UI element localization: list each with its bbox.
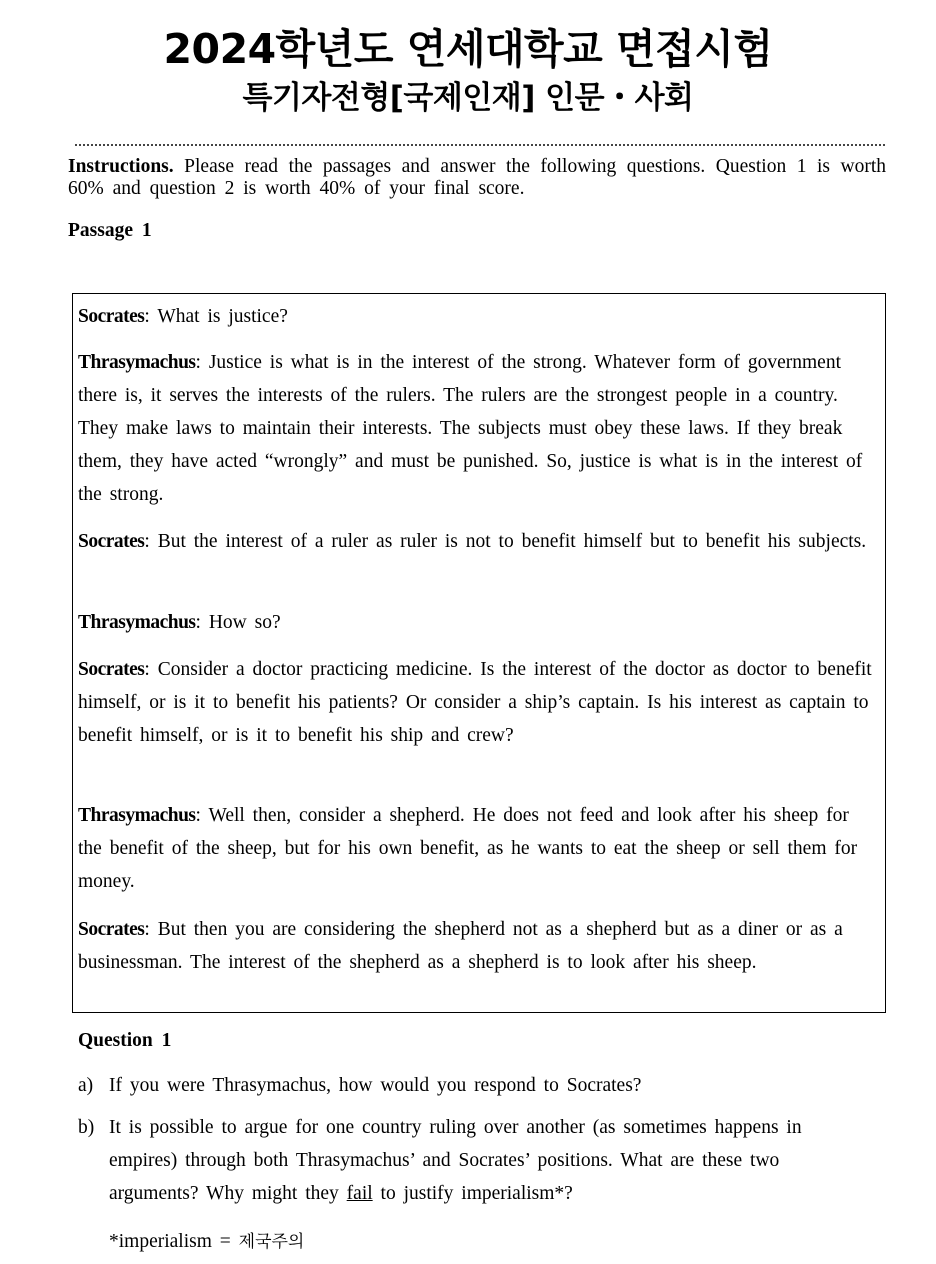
turn-text: : Justice is what is in the interest of the strong. Whatever form of government there is, it serves the interests of the rulers. The rulers are the strongest people in a country. They make laws to maintain their interests. The subjects must obey these laws. If they break them, they have acted “wrongly” and must be punished. So, justice is what is in the interest of the strong. [78,352,863,505]
speaker-name: Thrasymachus [78,805,196,826]
speaker-name: Socrates [78,306,145,327]
instructions-text: Please read the passages and answer the following questions. Question 1 is worth 60% and question 2 is worth 40% of your final score. [68,156,886,199]
footnote [109,1225,304,1259]
speaker-name: Thrasymachus [78,352,196,373]
dialogue-turn [78,799,878,898]
turn-text: : Consider a doctor practicing medicine. Is the interest of the doctor as doctor to benefit himself, or is it to benefit his patients? Or consider a ship’s captain. Is his interest as captain to benefit himself, or is it to benefit his ship and crew? [78,659,872,746]
speaker-name: Socrates [78,919,145,940]
dialogue-turn [78,346,878,511]
underlined-word: fail [346,1183,373,1204]
turn-text: : But then you are considering the shepherd not as a shepherd but as a diner or as a businessman. The interest of the shepherd as a shepherd is to look after his sheep. [78,919,843,973]
footnote-term: *imperialism = [109,1231,239,1252]
item-text-before: It is possible to argue for one country ruling over another (as sometimes happens in empires) through both Thrasymachus’ and Socrates’ positions. What are these two arguments? Why might they [109,1117,802,1204]
dialogue-turn [78,653,878,752]
speaker-name: Thrasymachus [78,612,196,633]
exam-title: 2024학년도 연세대학교 면접시험 [163,25,773,73]
dotted-divider [75,144,885,146]
instructions [68,156,886,200]
item-text-after: to justify imperialism*? [372,1183,573,1204]
item-text: If you were Thrasymachus, how would you respond to Socrates? [109,1075,642,1096]
exam-subtitle: 특기자전형[국제인재] 인문・사회 [242,80,694,116]
question-label: Question 1 [78,1030,172,1051]
passage-label: Passage 1 [68,220,152,241]
turn-text: : How so? [195,612,281,633]
speaker-name: Socrates [78,531,145,552]
speaker-name: Socrates [78,659,145,680]
item-marker: b) [78,1117,95,1138]
dialogue-turn [78,300,878,333]
turn-text: : What is justice? [144,306,288,327]
footnote-korean: 제국주의 [238,1232,305,1252]
dialogue-turn [78,525,878,558]
item-marker: a) [78,1075,94,1096]
turn-text: : But the interest of a ruler as ruler is not to benefit himself but to benefit his subjects. [144,531,867,552]
dialogue-turn [78,606,878,639]
dialogue-turn [78,913,878,979]
instructions-label: Instructions. [68,156,174,177]
turn-text: : Well then, consider a shepherd. He does not feed and look after his sheep for the benefit of the sheep, but for his own benefit, as he wants to eat the sheep or sell them for money. [78,805,858,892]
item-text [109,1111,869,1210]
